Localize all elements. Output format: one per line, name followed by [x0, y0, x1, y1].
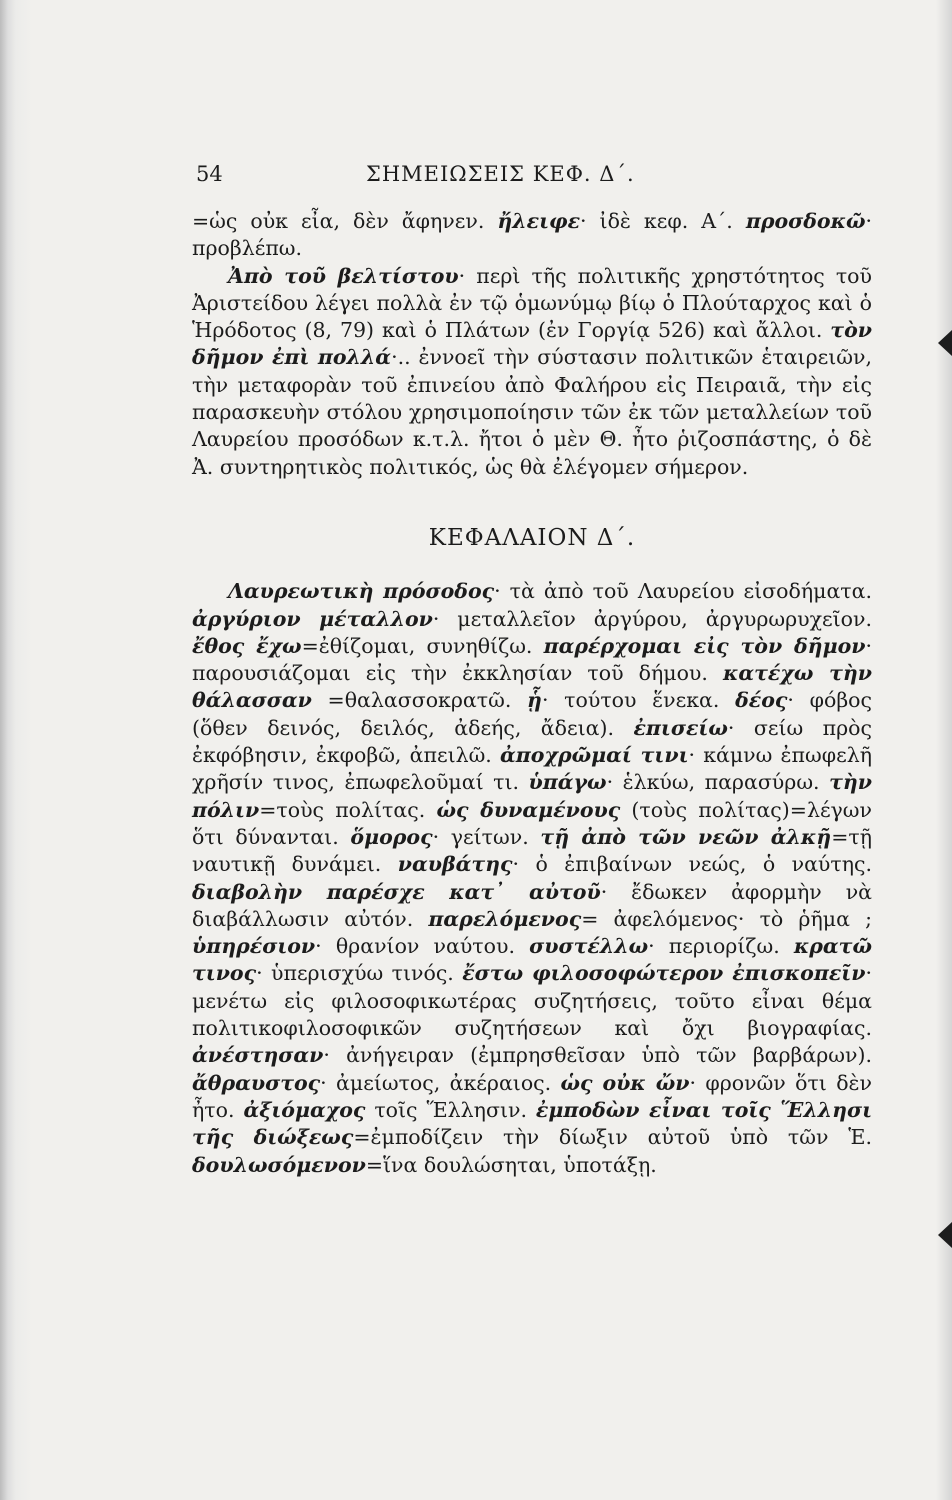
- lemma: ἀξιόμαχος: [243, 1097, 366, 1122]
- lemma: δουλωσόμενον: [192, 1152, 366, 1177]
- lemma: ἐπισείω: [633, 715, 728, 740]
- page-edge: [936, 0, 952, 1500]
- gloss-text: · τὰ ἀπὸ τοῦ Λαυρείου εἰσοδήματα.: [494, 579, 872, 604]
- gloss-text: =θαλασσοκρατῶ.: [311, 688, 528, 713]
- gloss-text: (τοὺς πολίτας)=λέγων ὅτι δύνανται.: [192, 797, 872, 849]
- gloss-text: · ἀνήγειραν (ἐμπρησθεῖσαν ὑπὸ τῶν βαρβάρων).: [323, 1043, 872, 1068]
- lemma: ἔστω φιλοσοφώτερον ἐπισκοπεῖν: [462, 961, 866, 986]
- running-header: [196, 162, 876, 192]
- lemma: Ἀπὸ τοῦ βελτίστου: [228, 263, 459, 288]
- chapter-heading: ΚΕΦΑΛΑΙΟΝ Δ΄.: [428, 524, 636, 551]
- note-paragraph: [192, 578, 872, 1179]
- gloss-text: = ἀφελόμενος· τὸ ῥῆμα ;: [581, 906, 872, 931]
- gloss-text: · ὑπερισχύω τινός.: [256, 961, 463, 986]
- lemma: τὸν δῆμον ἐπὶ πολλά: [192, 318, 872, 370]
- lemma: ἐμποδὼν εἶναι τοῖς Ἕλλησι τῆς διώξεως: [192, 1097, 873, 1150]
- gloss-text: · ἰδὲ κεφ. Α΄.: [580, 209, 746, 233]
- lemma: ἀργύριον μέταλλον: [192, 606, 433, 631]
- gloss-text: =ὡς οὐκ εἶα, δὲν ἄφηνεν.: [192, 209, 498, 233]
- gloss-text: · ἑλκύω, παρασύρω.: [606, 770, 830, 795]
- lemma: παρέρχομαι εἰς τὸν δῆμον: [543, 633, 866, 658]
- gloss-text: =τῇ ναυτικῇ δυνάμει.: [192, 824, 872, 877]
- gloss-text: · περὶ τῆς πολιτικῆς χρηστότητος τοῦ Ἀριστείδου λέγει πολλὰ ἐν τῷ ὁμωνύμῳ βίῳ ὁ Πλούταρχος καὶ ὁ Ἡρόδοτος (8, 79) καὶ ὁ Πλάτων (ἐν Γοργίᾳ 526) καὶ ἄλλοι.: [192, 263, 872, 343]
- lemma: ἀνέστησαν: [192, 1043, 324, 1068]
- gloss-text: · σείω πρὸς ἐκφόβησιν, ἐκφοβῶ, ἀπειλῶ.: [192, 715, 872, 768]
- gloss-text: · προβλέπω.: [192, 209, 873, 261]
- lemma: ἄθραυστος: [192, 1070, 321, 1095]
- lemma: ναυβάτης: [397, 852, 513, 877]
- gloss-text: · γείτων.: [432, 824, 541, 849]
- note-paragraph: [192, 208, 872, 263]
- lemma: ᾗ: [527, 688, 542, 713]
- lemma: ὑπάγω: [528, 770, 607, 795]
- gloss-text: =ἐμποδίζειν τὴν δίωξιν αὐτοῦ ὑπὸ τῶν Ἑ.: [353, 1125, 872, 1150]
- gloss-text: · μενέτω εἰς φιλοσοφικωτέρας συζητήσεις, τοῦτο εἶναι θέμα πολιτικοφιλοσοφικῶν συζητήσεων καὶ ὄχι βιογραφίας.: [192, 961, 872, 1041]
- lemma: ἤλειφε: [497, 209, 581, 233]
- gloss-text: · μεταλλεῖον ἀργύρου, ἀργυρωρυχεῖον.: [432, 606, 873, 631]
- lemma: ὡς οὐκ ὤν: [560, 1070, 690, 1095]
- lemma: προσδοκῶ: [745, 209, 866, 233]
- binding-gutter: [0, 0, 32, 1500]
- gloss-text: =ἵνα δουλώσηται, ὑποτάξῃ.: [365, 1152, 657, 1177]
- lemma: ὑπηρέσιον: [192, 934, 316, 959]
- gloss-text: · κάμνω ἐπωφελῆ χρῆσίν τινος, ἐπωφελοῦμαί τι.: [192, 743, 872, 795]
- gloss-text: · θρανίον ναύτου.: [315, 934, 530, 959]
- gloss-text: · ἀμείωτος, ἀκέραιος.: [320, 1070, 561, 1095]
- lemma: τὴν πόλιν: [192, 770, 872, 822]
- lemma: δέος: [735, 688, 788, 713]
- lemma: τῇ ἀπὸ τῶν νεῶν ἀλκῇ: [540, 824, 832, 849]
- gloss-text: =ἐθίζομαι, συνηθίζω.: [301, 633, 544, 658]
- lemma: ἔθος ἔχω: [192, 633, 302, 658]
- gloss-text: =τοὺς πολίτας.: [259, 797, 437, 822]
- lemma: παρελόμενος: [428, 906, 582, 931]
- lemma: διαβολὴν παρέσχε κατ᾽ αὐτοῦ: [192, 879, 601, 904]
- gloss-text: · φόβος (ὅθεν δεινός, δειλός, ἀδεής, ἄδεια).: [192, 688, 873, 740]
- gloss-text: · παρουσιάζομαι εἰς τὴν ἐκκλησίαν τοῦ δήμου.: [192, 633, 872, 686]
- page-body: [192, 208, 872, 1179]
- gloss-text: · περιορίζω.: [648, 934, 794, 959]
- lemma: ἀποχρῶμαί τινι: [500, 743, 689, 768]
- gloss-text: τοῖς Ἕλλησιν.: [365, 1097, 536, 1122]
- gloss-text: · ἔδωκεν ἀφορμὴν νὰ διαβάλλωσιν αὐτόν.: [192, 879, 872, 931]
- note-paragraph: [192, 263, 872, 481]
- lemma: ὡς δυναμένους: [436, 797, 621, 822]
- lemma: ὅμορος: [350, 824, 433, 849]
- lemma: συστέλλω: [529, 934, 649, 959]
- page-number: 54: [196, 162, 223, 186]
- running-title: ΣΗΜΕΙΩΣΕΙΣ ΚΕΦ. Δ΄.: [366, 162, 635, 186]
- lemma: Λαυρεωτικὴ πρόσοδος: [228, 579, 495, 604]
- gloss-text: ·.. ἐννοεῖ τὴν σύστασιν πολιτικῶν ἑταιρειῶν, τὴν μεταφορὰν τοῦ ἐπινείου ἀπὸ Φαλήρου εἰς Πειραιᾶ, τὴν εἰς παρασκευὴν στόλου χρησιμοποίησιν τῶν ἐκ τῶν μεταλλείων τοῦ Λαυρείου προσόδων κ.τ.λ. ἤτοι ὁ μὲν Θ. ἦτο ῥιζοσπάστης, ὁ δὲ Ἀ. συντηρητικὸς πολιτικός, ὡς θὰ ἐλέγομεν σήμερον.: [192, 345, 872, 479]
- gloss-text: · τούτου ἕνεκα.: [541, 688, 736, 713]
- gloss-text: · ὁ ἐπιβαίνων νεώς, ὁ ναύτης.: [512, 852, 872, 877]
- gloss-text: · φρονῶν ὅτι δὲν ἦτο.: [192, 1070, 873, 1122]
- lemma: κατέχω τὴν θάλασσαν: [192, 661, 872, 713]
- lemma: κρατῶ τινος: [192, 934, 872, 986]
